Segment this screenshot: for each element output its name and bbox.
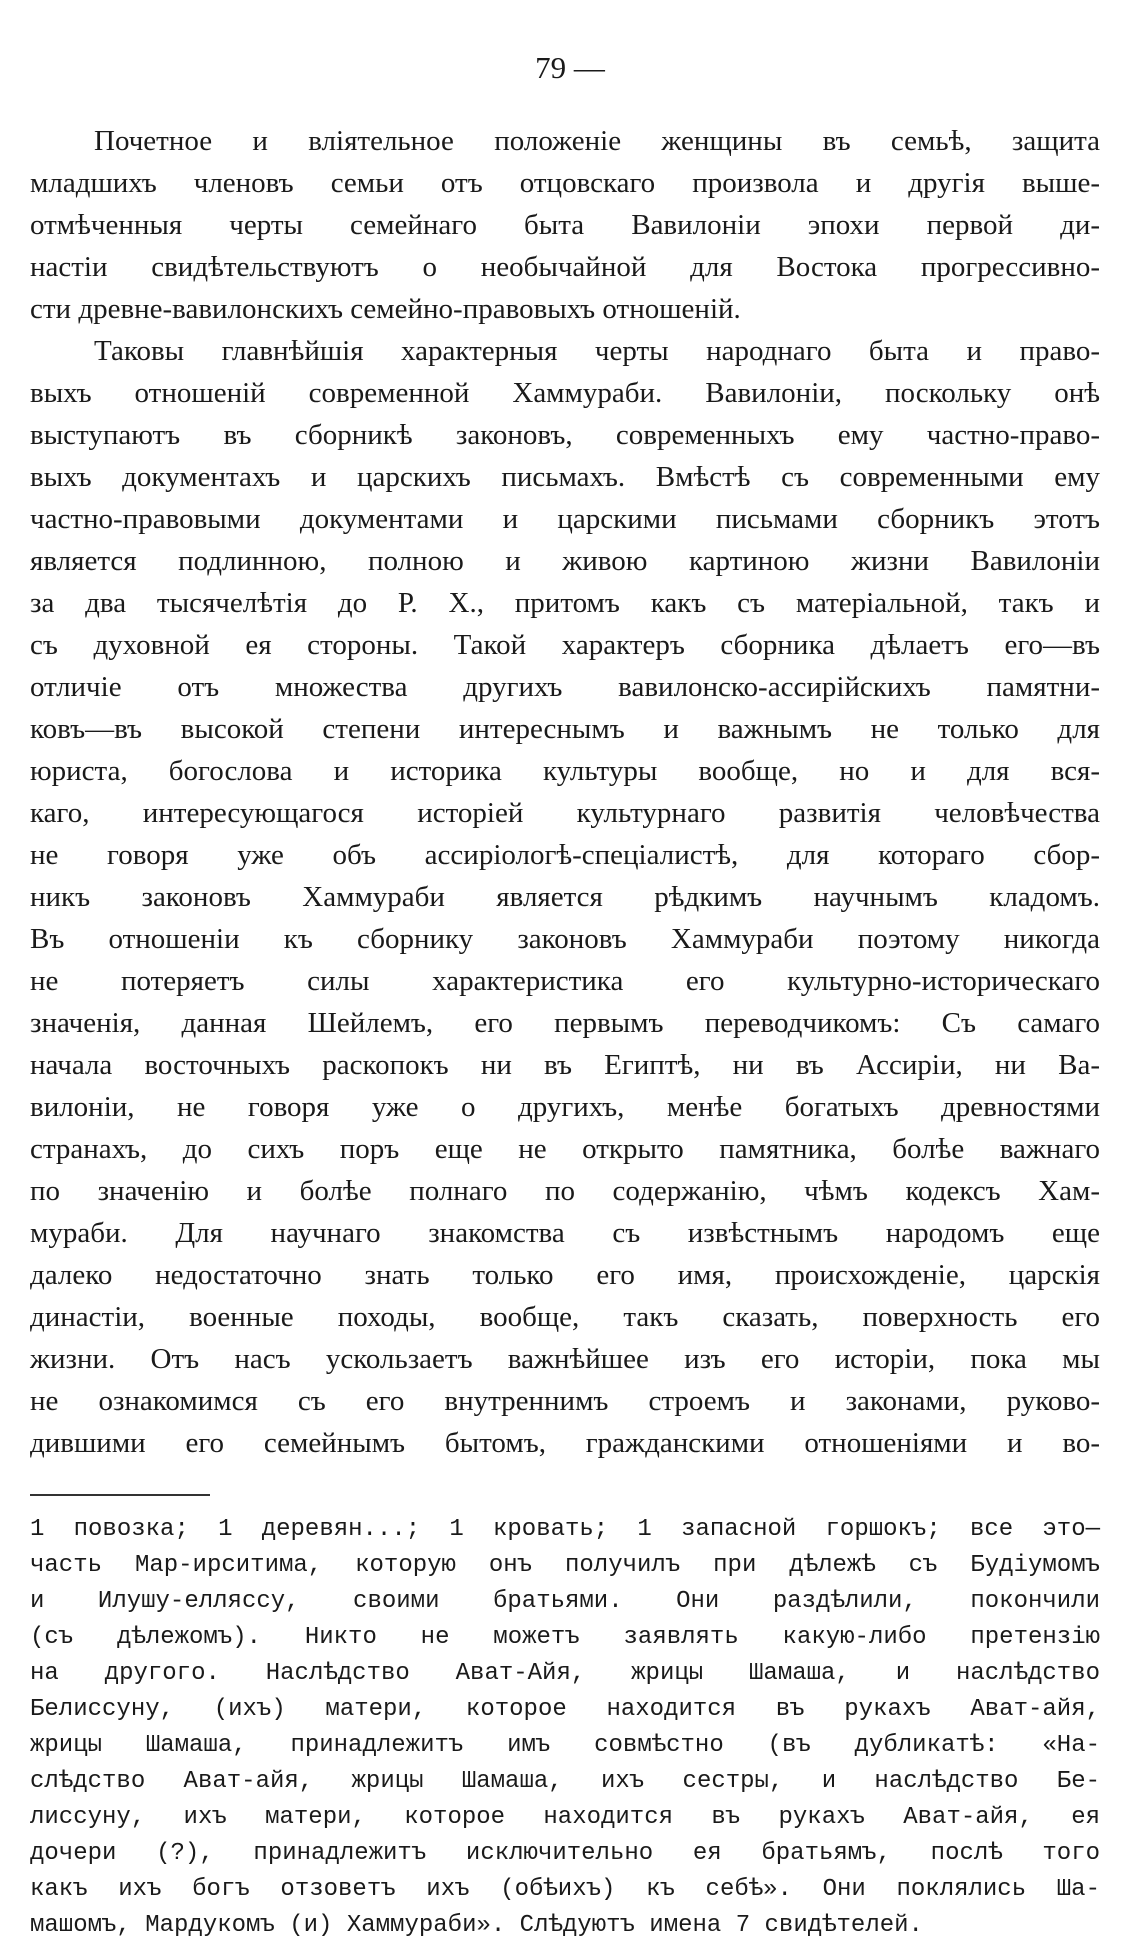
text-line: значенія, данная Шейлемъ, его первымъ переводчикомъ: Съ самаго bbox=[30, 1007, 1100, 1039]
text-line: не ознакомимся съ его внутреннимъ строемъ и законами, руково- bbox=[30, 1385, 1100, 1417]
text-line: династіи, военные походы, вообще, такъ сказать, поверхность его bbox=[30, 1301, 1100, 1333]
footnote-line: машомъ, Мардукомъ (и) Хаммураби». Слѣдуютъ имена 7 свидѣтелей. bbox=[30, 1912, 923, 1939]
text-line: никъ законовъ Хаммураби является рѣдкимъ научнымъ кладомъ. bbox=[30, 881, 1100, 913]
footnote-line: жрицы Шамаша, принадлежитъ имъ совмѣстно (въ дубликатѣ: «На- bbox=[30, 1732, 1100, 1759]
text-line: мураби. Для научнаго знакомства съ извѣстнымъ народомъ еще bbox=[30, 1217, 1100, 1249]
text-line: Въ отношеніи къ сборнику законовъ Хаммураби поэтому никогда bbox=[30, 923, 1100, 955]
main-text bbox=[30, 120, 1100, 1464]
footnote-line: на другого. Наслѣдство Ават-Айя, жрицы Шамаша, и наслѣдство bbox=[30, 1660, 1100, 1687]
footnote-divider bbox=[30, 1494, 210, 1496]
footnote-line: лиссуну, ихъ матери, которое находится въ рукахъ Ават-айя, ея bbox=[30, 1804, 1100, 1831]
text-line: жизни. Отъ насъ ускользаетъ важнѣйшее изъ его исторіи, пока мы bbox=[30, 1343, 1100, 1375]
footnote-line: какъ ихъ богъ отзоветъ ихъ (обѣихъ) къ себѣ». Они поклялись Ша- bbox=[30, 1876, 1100, 1903]
footnote-line: дочери (?), принадлежитъ исключительно ея братьямъ, послѣ того bbox=[30, 1840, 1100, 1867]
text-line: отличіе отъ множества другихъ вавилонско-ассирійскихъ памятни- bbox=[30, 671, 1100, 703]
text-line: юриста, богослова и историка культуры вообще, но и для вся- bbox=[30, 755, 1100, 787]
footnote-line: Белиссуну, (ихъ) матери, которое находится въ рукахъ Ават-айя, bbox=[30, 1696, 1100, 1723]
footnote-line: и Илушу-елляссу, своими братьями. Они раздѣлили, покончили bbox=[30, 1588, 1100, 1615]
text-line: не потеряетъ силы характеристика его культурно-историческаго bbox=[30, 965, 1100, 997]
footnote-line: (съ дѣлежомъ). Никто не можетъ заявлять какую-либо претензію bbox=[30, 1624, 1100, 1651]
text-line: каго, интересующагося исторіей культурнаго развитія человѣчества bbox=[30, 797, 1100, 829]
text-line: является подлинною, полною и живою картиною жизни Вавилоніи bbox=[30, 545, 1100, 577]
text-line: Таковы главнѣйшія характерныя черты народнаго быта и право- bbox=[94, 335, 1100, 367]
text-line: настіи свидѣтельствуютъ о необычайной для Востока прогрессивно- bbox=[30, 251, 1100, 283]
page-number: 79 — bbox=[535, 50, 605, 85]
footnote bbox=[30, 1512, 1100, 1944]
footnote-line: слѣдство Ават-айя, жрицы Шамаша, ихъ сестры, и наслѣдство Бе- bbox=[30, 1768, 1100, 1795]
footnote-line: 1 повозка; 1 деревян...; 1 кровать; 1 запасной горшокъ; все это— bbox=[30, 1516, 1100, 1543]
text-line: по значенію и болѣе полнаго по содержанію, чѣмъ кодексъ Хам- bbox=[30, 1175, 1100, 1207]
text-line: выступаютъ въ сборникѣ законовъ, современныхъ ему частно-право- bbox=[30, 419, 1100, 451]
text-line: младшихъ членовъ семьи отъ отцовскаго произвола и другія выше- bbox=[30, 167, 1100, 199]
text-line: странахъ, до сихъ поръ еще не открыто памятника, болѣе важнаго bbox=[30, 1133, 1100, 1165]
text-line: начала восточныхъ раскопокъ ни въ Египтѣ, ни въ Ассиріи, ни Ва- bbox=[30, 1049, 1100, 1081]
footnote-line: часть Мар-ирситима, которую онъ получилъ при дѣлежѣ съ Будіумомъ bbox=[30, 1552, 1100, 1579]
text-line: ковъ—въ высокой степени интереснымъ и важнымъ не только для bbox=[30, 713, 1100, 745]
text-line: выхъ документахъ и царскихъ письмахъ. Вмѣстѣ съ современными ему bbox=[30, 461, 1100, 493]
text-line: не говоря уже объ ассиріологѣ-спеціалистѣ, для котораго сбор- bbox=[30, 839, 1100, 871]
text-line: частно-правовыми документами и царскими письмами сборникъ этотъ bbox=[30, 503, 1100, 535]
text-line: далеко недостаточно знать только его имя, происхожденіе, царскія bbox=[30, 1259, 1100, 1291]
text-line: съ духовной ея стороны. Такой характеръ сборника дѣлаетъ его—въ bbox=[30, 629, 1100, 661]
text-line: Почетное и вліятельное положеніе женщины въ семьѣ, защита bbox=[94, 125, 1100, 157]
text-line: вилоніи, не говоря уже о другихъ, менѣе богатыхъ древностями bbox=[30, 1091, 1100, 1123]
text-line: за два тысячелѣтія до Р. Х., притомъ какъ съ матеріальной, такъ и bbox=[30, 587, 1100, 619]
text-line: дившими его семейнымъ бытомъ, гражданскими отношеніями и во- bbox=[30, 1427, 1100, 1459]
text-line: выхъ отношеній современной Хаммураби. Вавилоніи, поскольку онѣ bbox=[30, 377, 1100, 409]
text-line: отмѣченныя черты семейнаго быта Вавилоніи эпохи первой ди- bbox=[30, 209, 1100, 241]
text-line: сти древне-вавилонскихъ семейно-правовыхъ отношеній. bbox=[30, 293, 741, 325]
